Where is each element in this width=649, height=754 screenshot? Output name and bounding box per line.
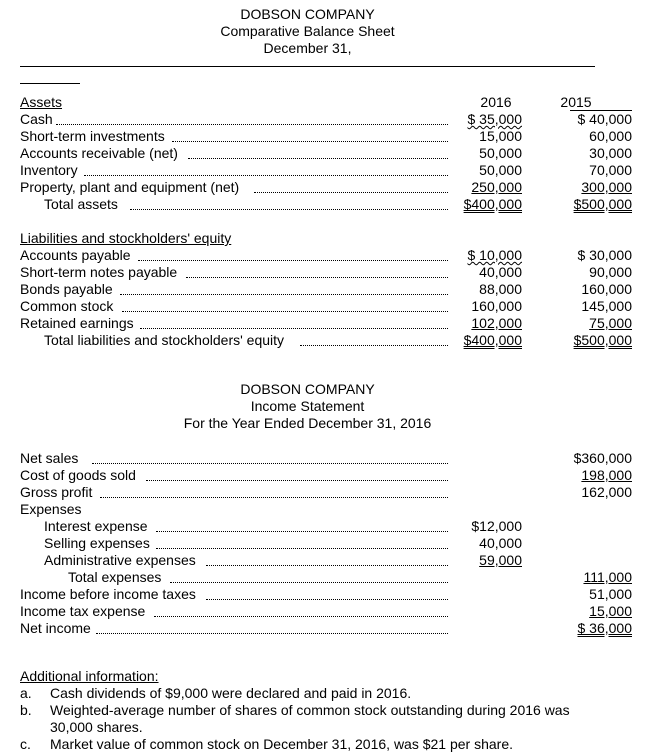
asset-2015-value: $ 40,000 xyxy=(577,111,632,127)
is-row-label: Selling expenses xyxy=(44,535,150,551)
leader-dots xyxy=(92,463,448,464)
is-row-label: Gross profit xyxy=(20,484,93,500)
is-expense-value: $12,000 xyxy=(471,518,522,534)
liability-2015-value: 75,000 xyxy=(589,315,632,331)
liability-2015-value: $ 30,000 xyxy=(577,247,632,263)
asset-label: Inventory xyxy=(20,162,78,178)
is-row-label: Expenses xyxy=(20,501,82,517)
liability-2016-value: 40,000 xyxy=(479,264,522,280)
bs-title: Comparative Balance Sheet xyxy=(220,23,395,39)
liability-2015-value: 160,000 xyxy=(581,281,632,297)
total-assets-2015: $500,000 xyxy=(573,196,632,212)
liabilities-heading: Liabilities and stockholders' equity xyxy=(20,230,232,246)
asset-label: Accounts receivable (net) xyxy=(20,145,178,161)
leader-dots xyxy=(96,633,448,634)
liability-label: Common stock xyxy=(20,298,114,314)
leader-dots xyxy=(186,277,448,278)
is-row-label: Income tax expense xyxy=(20,603,146,619)
item-marker: b. xyxy=(20,702,32,718)
asset-label: Cash xyxy=(20,111,53,127)
header-rule xyxy=(20,66,595,67)
leader-dots xyxy=(156,531,448,532)
leader-dots xyxy=(122,311,448,312)
liability-2016-value: 88,000 xyxy=(479,281,522,297)
net-income-value: $ 36,000 xyxy=(577,620,632,636)
is-total-value: 198,000 xyxy=(581,467,632,483)
leader-dots xyxy=(206,599,448,600)
leader-dots xyxy=(254,192,448,193)
is-row-label: Net income xyxy=(20,620,91,636)
is-title: Income Statement xyxy=(250,398,365,414)
additional-item-text: Market value of common stock on December 31, 2016, was $21 per share. xyxy=(50,736,514,752)
is-row-label: Net sales xyxy=(20,450,79,466)
liability-label: Retained earnings xyxy=(20,315,134,331)
leader-dots xyxy=(100,497,448,498)
additional-heading: Additional information: xyxy=(20,668,159,684)
asset-2015-value: 300,000 xyxy=(581,179,632,195)
is-total-value: 51,000 xyxy=(589,586,632,602)
asset-label: Short-term investments xyxy=(20,128,165,144)
item-marker: a. xyxy=(20,685,32,701)
assets-heading: Assets xyxy=(20,94,63,110)
leader-dots xyxy=(140,328,448,329)
leader-dots xyxy=(172,141,448,142)
liability-2015-value: 90,000 xyxy=(589,264,632,280)
total-liabilities-2015: $500,000 xyxy=(573,332,632,348)
total-assets-2016: $400,000 xyxy=(463,196,522,212)
leader-dots xyxy=(84,175,448,176)
total-liabilities-label: Total liabilities and stockholders' equity xyxy=(44,332,285,348)
leader-dots xyxy=(156,548,448,549)
is-total-value: 162,000 xyxy=(581,484,632,500)
liability-2016-value: 102,000 xyxy=(471,315,522,331)
is-row-label: Cost of goods sold xyxy=(20,467,136,483)
asset-2015-value: 30,000 xyxy=(589,145,632,161)
asset-2016-value: 15,000 xyxy=(479,128,522,144)
leader-dots xyxy=(138,260,448,261)
is-total-value: 15,000 xyxy=(589,603,632,619)
total-liabilities-2016: $400,000 xyxy=(463,332,522,348)
liability-label: Accounts payable xyxy=(20,247,131,263)
additional-item-text: Cash dividends of $9,000 were declared and paid in 2016. xyxy=(50,685,412,701)
asset-2015-value: 70,000 xyxy=(589,162,632,178)
is-expense-value: 40,000 xyxy=(479,535,522,551)
leader-dots xyxy=(130,209,448,210)
is-company: DOBSON COMPANY xyxy=(240,381,375,397)
short-rule xyxy=(20,83,80,84)
is-total-value: $360,000 xyxy=(573,450,632,466)
leader-dots xyxy=(206,565,448,566)
leader-dots xyxy=(188,158,448,159)
asset-2016-value: 250,000 xyxy=(471,179,522,195)
total-assets-label: Total assets xyxy=(44,196,118,212)
leader-dots xyxy=(146,480,448,481)
is-expense-value: 59,000 xyxy=(479,552,522,568)
additional-item-text: Weighted-average number of shares of common stock outstanding during 2016 was xyxy=(50,702,570,718)
leader-dots xyxy=(300,345,448,346)
asset-2016-value: 50,000 xyxy=(479,145,522,161)
leader-dots xyxy=(170,582,448,583)
col-2015: 2015 xyxy=(560,94,592,110)
bs-company: DOBSON COMPANY xyxy=(240,6,375,22)
asset-2016-value: 50,000 xyxy=(479,162,522,178)
is-row-label: Income before income taxes xyxy=(20,586,196,602)
leader-dots xyxy=(56,124,448,125)
is-row-label: Administrative expenses xyxy=(44,552,196,568)
liability-2015-value: 145,000 xyxy=(581,298,632,314)
liability-2016-value: 160,000 xyxy=(471,298,522,314)
bs-date: December 31, xyxy=(263,40,352,56)
item-marker: c. xyxy=(20,736,31,752)
asset-2015-value: 60,000 xyxy=(589,128,632,144)
liability-label: Short-term notes payable xyxy=(20,264,178,280)
leader-dots xyxy=(120,294,448,295)
asset-2016-value: $ 35,000 xyxy=(467,111,522,127)
col-2016: 2016 xyxy=(480,94,512,110)
is-total-value: 111,000 xyxy=(583,569,632,585)
asset-label: Property, plant and equipment (net) xyxy=(20,179,240,195)
additional-item-text-cont: 30,000 shares. xyxy=(50,719,143,735)
is-row-label: Interest expense xyxy=(44,518,148,534)
is-period: For the Year Ended December 31, 2016 xyxy=(183,415,432,431)
is-row-label: Total expenses xyxy=(68,569,162,585)
liability-2016-value: $ 10,000 xyxy=(467,247,522,263)
leader-dots xyxy=(154,616,448,617)
liability-label: Bonds payable xyxy=(20,281,113,297)
